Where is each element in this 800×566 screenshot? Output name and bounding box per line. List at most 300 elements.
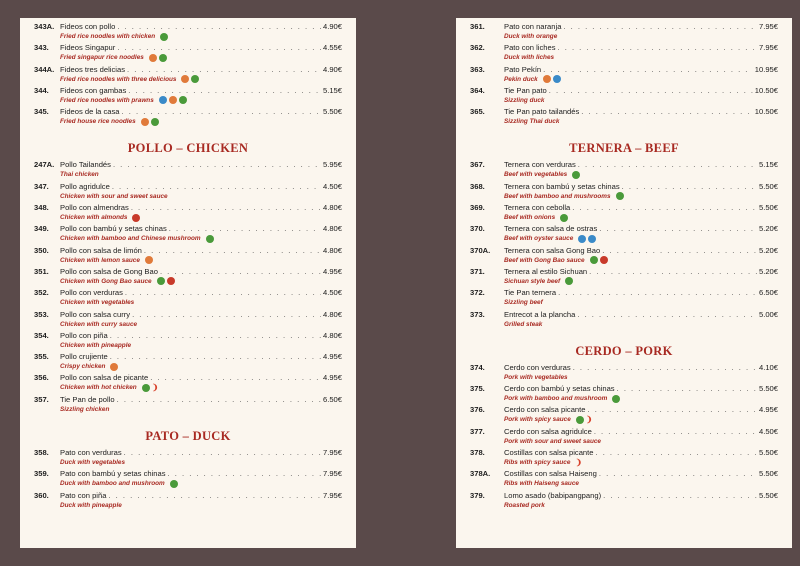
chili-icon: ❩ [151, 382, 159, 392]
duck-section [34, 448, 342, 512]
menu-item [470, 203, 778, 224]
menu-item [34, 310, 342, 331]
dot-leader [595, 448, 757, 458]
dot-leader [594, 427, 757, 437]
menu-item [34, 352, 342, 373]
item-number: 351. [34, 266, 49, 276]
item-number: 357. [34, 394, 49, 404]
item-price: 4.80€ [322, 245, 342, 255]
menu-item-line [34, 310, 342, 320]
item-description: Pork with spicy sauce [504, 416, 571, 424]
dot-leader [549, 86, 753, 96]
item-number: 368. [470, 181, 485, 191]
item-description-line [470, 320, 778, 329]
item-price: 5.50€ [758, 469, 778, 479]
fried-icon [169, 96, 177, 104]
item-number: 343A. [34, 22, 55, 31]
menu-item [470, 43, 778, 64]
menu-item [34, 267, 342, 288]
item-description: Beef with Gong Bao sauce [504, 256, 585, 264]
item-price: 4.50€ [758, 426, 778, 436]
pork-section [470, 363, 778, 512]
item-description-line [470, 479, 778, 488]
item-description-line [34, 53, 342, 62]
item-description-line [34, 170, 342, 179]
menu-item-line [34, 246, 342, 256]
item-number: 374. [470, 362, 485, 372]
item-price: 5.50€ [758, 203, 778, 213]
dot-leader [128, 86, 321, 96]
item-description: Duck with bamboo and mushroom [60, 480, 165, 488]
item-description: Pork with vegetables [504, 373, 568, 381]
item-name: Fideos tres delicias [60, 64, 125, 74]
noodles-section [34, 22, 342, 128]
menu-item [34, 65, 342, 86]
item-price: 7.95€ [758, 22, 778, 31]
dot-leader [108, 491, 321, 501]
menu-item-line [34, 331, 342, 341]
menu-item-line [470, 160, 778, 170]
item-name: Pollo con almendras [60, 203, 129, 213]
item-number: 354. [34, 330, 49, 340]
menu-item-line [470, 267, 778, 277]
menu-item-line [34, 288, 342, 298]
item-name: Pato con piña [60, 490, 107, 500]
vegetable-icon [572, 171, 580, 179]
item-price: 10.95€ [754, 64, 778, 74]
menu-item [34, 160, 342, 181]
item-description: Fried rice noodles with chicken [60, 33, 156, 40]
vegetable-icon [206, 235, 214, 243]
dot-leader [581, 107, 752, 117]
item-price: 10.50€ [754, 85, 778, 95]
item-price: 5.20€ [758, 224, 778, 234]
menu-item [470, 491, 778, 512]
fried-icon [181, 75, 189, 83]
dot-leader [124, 448, 321, 458]
item-name: Cerdo con verduras [504, 362, 571, 372]
item-name: Tie Pan pato tailandés [504, 107, 580, 117]
menu-page-right [456, 18, 792, 548]
item-price: 7.95€ [322, 490, 342, 500]
item-description-line [470, 170, 778, 179]
item-price: 5.15€ [322, 85, 342, 95]
item-description: Chicken with curry sauce [60, 320, 138, 328]
vegetable-icon [191, 75, 199, 83]
dot-leader [599, 224, 757, 234]
item-number: 353. [34, 309, 49, 319]
dot-leader [543, 65, 753, 75]
menu-item [34, 288, 342, 309]
item-name: Fideos con gambas [60, 85, 127, 95]
item-description-line [470, 192, 778, 201]
item-name: Pollo crujiente [60, 352, 108, 362]
chicken-section [34, 160, 342, 416]
item-name: Ternera con salsa Gong Bao [504, 245, 601, 255]
menu-item [470, 224, 778, 245]
menu-item-line [34, 107, 342, 117]
item-number: 363. [470, 64, 485, 74]
item-description: Sizzling beef [504, 299, 543, 307]
item-name: Pato con bambú y setas chinas [60, 469, 166, 479]
item-description: Sizzling chicken [60, 405, 110, 413]
dot-leader [622, 182, 757, 192]
item-description-line [34, 277, 342, 286]
menu-item [470, 246, 778, 267]
item-name: Tie Pan de pollo [60, 394, 115, 404]
dot-leader [587, 405, 757, 415]
item-price: 5.50€ [322, 107, 342, 117]
item-number: 375. [470, 384, 485, 394]
menu-item-line [34, 224, 342, 234]
menu-item-line [34, 373, 342, 383]
item-price: 4.55€ [322, 43, 342, 53]
menu-item [34, 246, 342, 267]
item-name: Ternera con bambú y setas chinas [504, 181, 620, 191]
item-description-line [34, 383, 342, 392]
menu-item-line [34, 203, 342, 213]
menu-item [470, 448, 778, 469]
vegetable-icon [160, 33, 168, 41]
duck-continued-section [470, 22, 778, 128]
menu-item-line [34, 469, 342, 479]
item-description: Duck with orange [504, 33, 558, 40]
item-name: Pollo con salsa de picante [60, 373, 149, 383]
item-description: Sizzling Thai duck [504, 118, 560, 126]
menu-item [470, 288, 778, 309]
item-number: 359. [34, 469, 49, 479]
dot-leader [603, 491, 757, 501]
item-name: Cerdo con salsa picante [504, 405, 586, 415]
item-description-line [34, 117, 342, 126]
item-price: 5.95€ [322, 160, 342, 170]
menu-item [470, 267, 778, 288]
dot-leader [558, 43, 757, 53]
item-description: Pork with bamboo and mushroom [504, 395, 608, 403]
dot-leader [110, 331, 321, 341]
menu-item-line [470, 363, 778, 373]
item-description-line [470, 415, 778, 424]
item-name: Pollo con salsa curry [60, 309, 131, 319]
menu-item [34, 107, 342, 128]
nut-icon [167, 277, 175, 285]
item-number: 373. [470, 309, 485, 319]
item-number: 345. [34, 107, 49, 117]
menu-item-line [34, 160, 342, 170]
item-description: Thai chicken [60, 171, 99, 179]
item-description: Beef with onions [504, 214, 556, 222]
dot-leader [577, 310, 757, 320]
item-description-line [470, 256, 778, 265]
item-number: 348. [34, 203, 49, 213]
menu-item-line [34, 43, 342, 53]
menu-item [470, 107, 778, 128]
item-price: 4.80€ [322, 309, 342, 319]
item-name: Pollo con salsa de limón [60, 245, 142, 255]
item-description-line [470, 277, 778, 286]
vegetable-icon [170, 480, 178, 488]
dot-leader [599, 469, 757, 479]
item-price: 7.95€ [758, 43, 778, 53]
item-number: 378A. [470, 469, 491, 479]
menu-item-line [470, 469, 778, 479]
fried-icon [141, 118, 149, 126]
menu-item [34, 224, 342, 245]
item-name: Tie Pan pato [504, 85, 547, 95]
menu-item-line [470, 86, 778, 96]
item-price: 5.20€ [758, 245, 778, 255]
dot-leader [169, 224, 321, 234]
menu-item-line [470, 43, 778, 53]
item-description: Chicken with lemon sauce [60, 256, 140, 264]
item-description-line [470, 501, 778, 510]
item-description: Grilled steak [504, 320, 543, 328]
dot-leader [160, 267, 321, 277]
pork-section-title: CERDO – PORK [575, 343, 673, 358]
item-name: Pollo agridulce [60, 181, 110, 191]
item-number: 360. [34, 490, 49, 500]
item-description-line [470, 213, 778, 222]
menu-item-line [470, 65, 778, 75]
item-number: 355. [34, 352, 49, 362]
item-name: Pollo Tailandés [60, 160, 111, 170]
dot-leader [112, 182, 321, 192]
menu-item-line [470, 22, 778, 32]
menu-item-line [470, 246, 778, 256]
menu-item-line [470, 182, 778, 192]
fried-icon [543, 75, 551, 83]
vegetable-icon [560, 214, 568, 222]
menu-item [34, 491, 342, 512]
item-price: 5.00€ [758, 309, 778, 319]
item-description: Duck with vegetables [60, 459, 125, 467]
vegetable-icon [612, 395, 620, 403]
item-name: Cerdo con salsa agridulce [504, 426, 592, 436]
item-description: Fried house rice noodles [60, 118, 136, 126]
menu-item-line [470, 203, 778, 213]
item-description: Chicken with sour and sweet sauce [60, 192, 168, 200]
dot-leader [602, 246, 757, 256]
fried-icon [110, 363, 118, 371]
dot-leader [150, 373, 321, 383]
menu-item-line [470, 384, 778, 394]
menu-item-line [34, 86, 342, 96]
item-description-line [470, 32, 778, 41]
item-price: 4.50€ [322, 288, 342, 298]
seafood-icon [588, 235, 596, 243]
item-name: Ternera con cebolla [504, 203, 571, 213]
menu-item [34, 22, 342, 43]
item-description: Beef with vegetables [504, 171, 568, 179]
item-description-line [34, 32, 342, 41]
item-description: Pekin duck [504, 75, 538, 83]
vegetable-icon [616, 192, 624, 200]
dot-leader [125, 288, 321, 298]
menu-item [470, 363, 778, 384]
item-number: 378. [470, 448, 485, 458]
seafood-icon [553, 75, 561, 83]
item-name: Pato Pekín [504, 64, 542, 74]
item-price: 4.90€ [322, 22, 342, 31]
item-description: Chicken with hot chicken [60, 384, 137, 392]
vegetable-icon [159, 54, 167, 62]
item-description-line [470, 96, 778, 105]
duck-section-title: PATO – DUCK [145, 429, 231, 444]
item-price: 4.80€ [322, 203, 342, 213]
item-description-line [34, 341, 342, 350]
dot-leader [563, 22, 757, 32]
fried-icon [149, 54, 157, 62]
fried-icon [145, 256, 153, 264]
nut-icon [600, 256, 608, 264]
item-price: 10.50€ [754, 107, 778, 117]
item-price: 4.80€ [322, 330, 342, 340]
item-name: Pato con verduras [60, 448, 122, 458]
item-number: 350. [34, 245, 49, 255]
item-description-line [34, 234, 342, 243]
item-name: Pollo con piña [60, 330, 108, 340]
item-number: 370A. [470, 245, 491, 255]
item-price: 4.95€ [758, 405, 778, 415]
dot-leader [573, 363, 757, 373]
item-name: Cerdo con bambú y setas chinas [504, 384, 615, 394]
item-name: Tie Pan ternera [504, 288, 557, 298]
dot-leader [144, 246, 321, 256]
item-description: Crispy chicken [60, 363, 106, 371]
nut-icon [132, 214, 140, 222]
menu-item-line [470, 491, 778, 501]
item-description: Roasted pork [504, 501, 545, 509]
chili-icon: ❩ [575, 457, 583, 467]
item-price: 4.95€ [322, 352, 342, 362]
menu-item-line [470, 107, 778, 117]
item-description: Beef with bamboo and mushrooms [504, 192, 611, 200]
menu-item-line [34, 22, 342, 32]
menu-item [470, 65, 778, 86]
item-description-line [34, 298, 342, 307]
item-description-line [34, 458, 342, 467]
item-number: 247A. [34, 160, 55, 170]
item-number: 371. [470, 266, 485, 276]
menu-item-line [34, 395, 342, 405]
item-description-line [470, 298, 778, 307]
item-description: Beef with oyster sauce [504, 235, 574, 243]
item-price: 5.15€ [758, 160, 778, 170]
item-description: Sichuan style beef [504, 277, 561, 285]
item-name: Ternera con verduras [504, 160, 576, 170]
item-description: Chicken with Gong Bao sauce [60, 277, 152, 285]
item-description-line [470, 234, 778, 243]
menu-item-line [470, 448, 778, 458]
item-name: Entrecot a la plancha [504, 309, 576, 319]
dot-leader [617, 384, 757, 394]
item-number: 349. [34, 224, 49, 234]
item-description-line [470, 458, 778, 467]
menu-item [470, 405, 778, 426]
vegetable-icon [179, 96, 187, 104]
vegetable-icon [565, 277, 573, 285]
menu-item [470, 86, 778, 107]
item-name: Fideos con pollo [60, 22, 116, 31]
dot-leader [558, 288, 757, 298]
item-number: 362. [470, 43, 485, 53]
dot-leader [113, 160, 321, 170]
seafood-icon [578, 235, 586, 243]
item-name: Costillas con salsa picante [504, 448, 594, 458]
vegetable-icon [157, 277, 165, 285]
item-description-line [34, 75, 342, 84]
item-number: 361. [470, 22, 485, 31]
item-description: Fried singapur rice noodles [60, 54, 144, 62]
item-number: 370. [470, 224, 485, 234]
menu-item [470, 22, 778, 43]
dot-leader [572, 203, 757, 213]
menu-page-left [20, 18, 356, 548]
chili-icon: ❩ [585, 414, 593, 424]
item-description: Chicken with almonds [60, 214, 128, 222]
item-name: Costillas con salsa Haiseng [504, 469, 597, 479]
menu-item [34, 373, 342, 394]
chicken-section-title: POLLO – CHICKEN [127, 141, 249, 156]
item-name: Pato con naranja [504, 22, 562, 31]
menu-item-line [34, 352, 342, 362]
item-price: 5.50€ [758, 181, 778, 191]
item-number: 369. [470, 203, 485, 213]
item-name: Fideos de la casa [60, 107, 120, 117]
item-price: 6.50€ [322, 394, 342, 404]
dot-leader [168, 469, 321, 479]
item-price: 5.50€ [758, 448, 778, 458]
item-number: 358. [34, 448, 49, 458]
dot-leader [110, 352, 321, 362]
item-price: 4.90€ [322, 64, 342, 74]
menu-item-line [470, 288, 778, 298]
item-price: 7.95€ [322, 469, 342, 479]
item-description-line [470, 53, 778, 62]
beef-section-title: TERNERA – BEEF [569, 141, 679, 156]
menu-item [34, 469, 342, 490]
item-price: 7.95€ [322, 448, 342, 458]
menu-item-line [34, 491, 342, 501]
menu-item-line [34, 182, 342, 192]
item-description: Chicken with pineapple [60, 341, 132, 349]
item-description-line [34, 96, 342, 105]
dot-leader [117, 22, 321, 32]
dot-leader [589, 267, 757, 277]
item-description-line [34, 479, 342, 488]
item-name: Pollo con salsa de Gong Bao [60, 266, 158, 276]
dot-leader [122, 107, 321, 117]
menu-item-line [470, 427, 778, 437]
seafood-icon [159, 96, 167, 104]
item-number: 343. [34, 43, 49, 53]
item-number: 347. [34, 181, 49, 191]
item-name: Lomo asado (babipangpang) [504, 490, 602, 500]
item-description: Fried rice noodles with three delicious [60, 75, 177, 83]
item-description: Chicken with vegetables [60, 299, 135, 307]
item-number: 344A. [34, 64, 55, 74]
menu-item [470, 469, 778, 490]
vegetable-icon [151, 118, 159, 126]
item-number: 372. [470, 288, 485, 298]
menu-item [34, 395, 342, 416]
menu-item [34, 448, 342, 469]
item-price: 4.10€ [758, 362, 778, 372]
item-name: Ternera con salsa de ostras [504, 224, 598, 234]
item-number: 377. [470, 426, 485, 436]
dot-leader [117, 395, 321, 405]
item-number: 364. [470, 85, 485, 95]
